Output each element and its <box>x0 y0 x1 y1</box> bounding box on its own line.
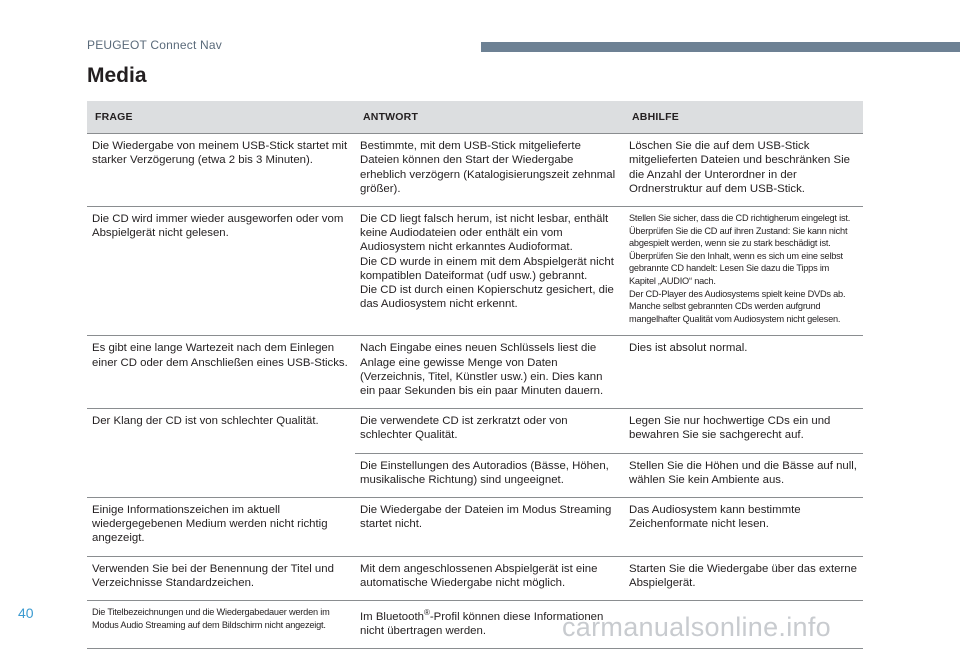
column-header-abhilfe: ABHILFE <box>624 101 863 134</box>
table-row <box>87 134 863 207</box>
table-row <box>87 556 863 600</box>
running-header: PEUGEOT Connect Nav <box>87 38 222 52</box>
question-cell: Einige Informationszeichen im aktuell wiedergegebenen Medium werden nicht richtig angezeigt. <box>87 497 355 556</box>
question-cell: Die Titelbezeichnungen und die Wiedergabedauer werden im Modus Audio Streaming auf dem Bildschirm nicht angezeigt. <box>87 601 355 649</box>
table-row <box>87 409 863 453</box>
remedy-cell: Starten Sie die Wiedergabe über das externe Abspielgerät. <box>624 556 863 600</box>
text-line: Manche selbst gebrannten CDs werden aufgrund mangelhafter Qualität vom Audiosystem nicht gelesen. <box>629 301 841 324</box>
answer-cell: Die verwendete CD ist zerkratzt oder von schlechter Qualität. <box>355 409 624 453</box>
text-line: Stellen Sie sicher, dass die CD richtigherum eingelegt ist. <box>629 213 851 224</box>
question-cell: Verwenden Sie bei der Benennung der Titel und Verzeichnisse Standardzeichen. <box>87 556 355 600</box>
remedy-cell: Legen Sie nur hochwertige CDs ein und bewahren Sie sie sachgerecht auf. <box>624 409 863 453</box>
page-number: 40 <box>18 605 34 621</box>
question-cell: Der Klang der CD ist von schlechter Qualität. <box>87 409 355 498</box>
answer-cell: Bestimmte, mit dem USB-Stick mitgelieferte Dateien können den Start der Wiedergabe erheblich verzögern (Katalogisierungszeit zehnmal größer). <box>355 134 624 207</box>
header-bar <box>481 42 960 52</box>
text-line: Die CD liegt falsch herum, ist nicht lesbar, enthält keine Audiodateien oder enthält ein vom Audiosystem nicht erkanntes Audioformat. <box>360 213 609 254</box>
table-row <box>87 336 863 409</box>
table-row <box>87 207 863 336</box>
answer-text-pre: Im Bluetooth <box>360 610 424 623</box>
answer-cell: Die Wiedergabe der Dateien im Modus Streaming startet nicht. <box>355 497 624 556</box>
answer-text <box>360 212 618 311</box>
text-line: Die CD ist durch einen Kopierschutz gesichert, die das Audiosystem nicht erkennt. <box>360 284 614 311</box>
troubleshooting-table <box>87 101 863 649</box>
watermark: carmanualsonline.info <box>562 612 831 642</box>
table-row <box>87 497 863 556</box>
question-cell: Es gibt eine lange Wartezeit nach dem Einlegen einer CD oder dem Anschließen eines USB-Sticks. <box>87 336 355 409</box>
page-title: Media <box>87 64 147 87</box>
remedy-text <box>629 212 857 325</box>
remedy-cell: Löschen Sie die auf dem USB-Stick mitgelieferten Dateien und beschränken Sie die Anzahl der Unterordner in der Ordnerstruktur auf dem USB-Stick. <box>624 134 863 207</box>
answer-cell: Mit dem angeschlossenen Abspielgerät ist eine automatische Wiedergabe nicht möglich. <box>355 556 624 600</box>
remedy-cell: Dies ist absolut normal. <box>624 336 863 409</box>
column-header-frage: FRAGE <box>87 101 355 134</box>
registered-mark: ® <box>423 608 430 617</box>
answer-cell: Die Einstellungen des Autoradios (Bässe, Höhen, musikalische Richtung) sind ungeeignet. <box>355 453 624 497</box>
remedy-cell: Das Audiosystem kann bestimmte Zeichenformate nicht lesen. <box>624 497 863 556</box>
table-header-row <box>87 101 863 134</box>
answer-text-post: -Profil können diese Informationen nicht übertragen werden. <box>360 610 604 637</box>
text-line: Überprüfen Sie die CD auf ihren Zustand: Sie kann nicht abgespielt werden, wenn sie zu stark beschädigt ist. <box>629 225 848 249</box>
answer-cell <box>355 207 624 336</box>
remedy-cell: Stellen Sie die Höhen und die Bässe auf null, wählen Sie kein Ambiente aus. <box>624 453 863 497</box>
column-header-antwort: ANTWORT <box>355 101 624 134</box>
text-line: Überprüfen Sie den Inhalt, wenn es sich um eine selbst gebrannte CD handelt: Lesen Sie dazu die Tipps im Kapitel „AUDIO“ nach. <box>629 250 843 286</box>
answer-cell: Nach Eingabe eines neuen Schlüssels liest die Anlage eine gewisse Menge von Daten (Verzeichnis, Titel, Künstler usw.) ein. Dies kann ein paar Sekunden bis ein paar Minuten dauern. <box>355 336 624 409</box>
question-cell: Die Wiedergabe von meinem USB-Stick startet mit starker Verzögerung (etwa 2 bis 3 Minuten). <box>87 134 355 207</box>
remedy-cell <box>624 207 863 336</box>
text-line: Der CD-Player des Audiosystems spielt keine DVDs ab. <box>629 288 846 299</box>
text-line: Die CD wurde in einem mit dem Abspielgerät nicht kompatiblen Dateiformat (udf usw.) gebrannt. <box>360 255 614 282</box>
question-cell: Die CD wird immer wieder ausgeworfen oder vom Abspielgerät nicht gelesen. <box>87 207 355 336</box>
